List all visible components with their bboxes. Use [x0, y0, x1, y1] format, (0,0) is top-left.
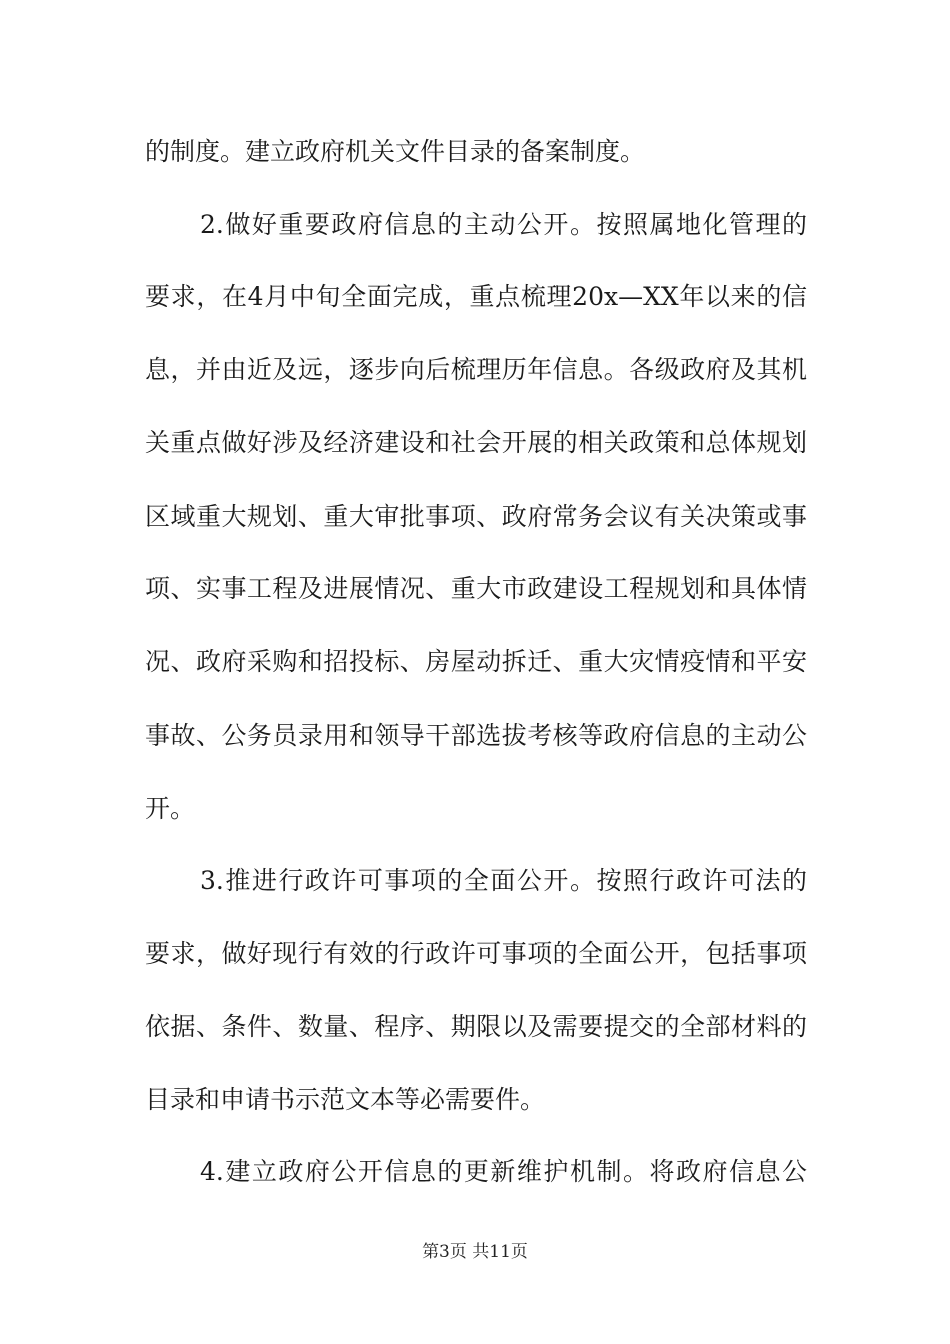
body-line: 区域重大规划、重大审批事项、政府常务会议有关决策或事 — [145, 502, 807, 531]
body-line: 息，并由近及远，逐步向后梳理历年信息。各级政府及其机 — [145, 355, 807, 384]
body-line: 开。 — [145, 794, 196, 823]
section-heading-line: 4.建立政府公开信息的更新维护机制。将政府信息公 — [200, 1157, 807, 1186]
body-line: 目录和申请书示范文本等必需要件。 — [145, 1085, 546, 1114]
section-heading-line: 2.做好重要政府信息的主动公开。按照属地化管理的 — [200, 210, 807, 239]
body-line: 项、实事工程及进展情况、重大市政建设工程规划和具体情 — [145, 574, 807, 603]
body-line: 关重点做好涉及经济建设和社会开展的相关政策和总体规划 — [145, 428, 807, 457]
body-line: 的制度。建立政府机关文件目录的备案制度。 — [145, 137, 646, 166]
page-number-footer: 第3页 共11页 — [422, 1242, 528, 1262]
body-line: 依据、条件、数量、程序、期限以及需要提交的全部材料的 — [145, 1012, 807, 1041]
body-line: 要求，做好现行有效的行政许可事项的全面公开，包括事项 — [145, 939, 807, 968]
body-line: 要求，在4月中旬全面完成，重点梳理20x—XX年以来的信 — [145, 282, 807, 311]
body-line: 况、政府采购和招投标、房屋动拆迁、重大灾情疫情和平安 — [145, 647, 807, 676]
section-heading-line: 3.推进行政许可事项的全面公开。按照行政许可法的 — [200, 866, 807, 895]
body-line: 事故、公务员录用和领导干部选拔考核等政府信息的主动公 — [145, 721, 807, 750]
